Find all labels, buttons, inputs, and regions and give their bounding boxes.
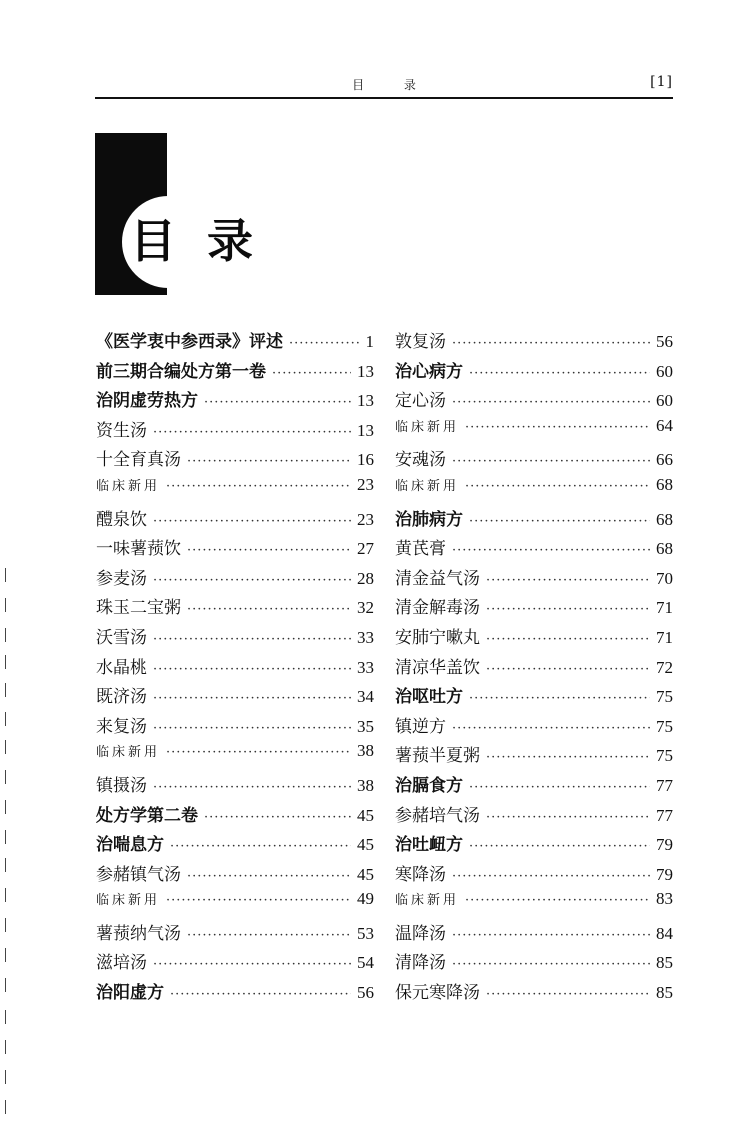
margin-mark (5, 830, 6, 844)
toc-entry-page: 75 (656, 716, 673, 736)
toc-entry-page: 71 (656, 598, 673, 618)
toc-entry-title: 敦复汤 (395, 332, 446, 352)
toc-entry-title: 治肺病方 (395, 509, 463, 530)
toc-entry-page: 28 (357, 568, 374, 588)
toc-entry (395, 712, 673, 742)
margin-mark (5, 655, 6, 669)
toc-leader-dots (153, 780, 351, 795)
toc-leader-dots (452, 928, 650, 943)
toc-entry (96, 593, 374, 623)
toc-entry-title: 治膈食方 (395, 775, 463, 796)
toc-leader-dots (486, 573, 650, 588)
margin-mark (5, 683, 6, 697)
toc-entry-page: 35 (357, 716, 374, 736)
toc-entry (96, 948, 374, 978)
toc-entry (96, 564, 374, 594)
toc-entry-title: 治心病方 (395, 361, 463, 382)
toc-entry (395, 860, 673, 890)
toc-entry-title: 资生汤 (96, 420, 147, 441)
margin-mark (5, 858, 6, 872)
toc-leader-dots (469, 780, 650, 795)
toc-entry (96, 623, 374, 653)
toc-leader-dots (153, 425, 351, 440)
toc-leader-dots (187, 928, 351, 943)
toc-leader-dots (486, 632, 650, 647)
margin-mark (5, 948, 6, 962)
toc-entry-title: 参赭培气汤 (395, 805, 480, 826)
toc-entry-title: 临床新用 (96, 478, 161, 494)
toc-entry (96, 416, 374, 446)
toc-leader-dots (187, 454, 351, 469)
toc-leader-dots (486, 810, 650, 825)
toc-leader-dots (486, 750, 650, 765)
toc-entry-title: 前三期合编处方第一卷 (96, 361, 266, 382)
toc-entry (395, 948, 673, 978)
toc-entry (96, 475, 374, 505)
toc-entry (96, 889, 374, 919)
toc-entry (96, 534, 374, 564)
toc-entry (96, 653, 374, 683)
toc-entry-title: 薯蓣纳气汤 (96, 923, 181, 944)
toc-entry-page: 13 (357, 391, 374, 411)
margin-mark (5, 800, 6, 814)
section-title-char-1: 目 (130, 214, 176, 268)
toc-entry-page: 83 (656, 889, 673, 909)
toc-entry-title: 临床新用 (96, 893, 161, 909)
margin-mark (5, 918, 6, 932)
toc-entry (395, 475, 673, 505)
toc-entry-title: 清金解毒汤 (395, 598, 480, 619)
toc-entry-title: 十全育真汤 (96, 450, 181, 471)
toc-entry-page: 53 (357, 923, 374, 943)
toc-entry-title: 临床新用 (395, 478, 460, 494)
toc-leader-dots (166, 745, 351, 760)
toc-entry (395, 889, 673, 919)
toc-entry (96, 712, 374, 742)
toc-entry-title: 寒降汤 (395, 864, 446, 885)
toc-entry-page: 49 (357, 889, 374, 909)
toc-entry-title: 黄芪膏 (395, 539, 446, 560)
toc-leader-dots (469, 691, 650, 706)
toc-entry-page: 16 (357, 450, 374, 470)
toc-entry-page: 77 (656, 805, 673, 825)
toc-entry-title: 一味薯蓣饮 (96, 539, 181, 560)
toc-entry-page: 85 (656, 983, 673, 1003)
toc-entry (395, 682, 673, 712)
toc-entry-page: 27 (357, 539, 374, 559)
toc-leader-dots (153, 573, 351, 588)
toc-entry (395, 771, 673, 801)
toc-entry-title: 清降汤 (395, 953, 446, 974)
toc-entry-title: 参麦汤 (96, 568, 147, 589)
toc-leader-dots (469, 839, 650, 854)
toc-entry (395, 505, 673, 535)
toc-entry-title: 安肺宁嗽丸 (395, 627, 480, 648)
toc-entry (395, 919, 673, 949)
toc-entry (395, 593, 673, 623)
toc-entry-title: 《医学衷中参西录》评述 (96, 332, 283, 352)
toc-leader-dots (166, 479, 351, 494)
toc-entry-title: 清凉华盖饮 (395, 657, 480, 678)
toc-entry-page: 77 (656, 775, 673, 795)
toc-entry (395, 830, 673, 860)
toc-entry-title: 治呕吐方 (395, 687, 463, 708)
toc-entry-title: 安魂汤 (395, 450, 446, 471)
toc-leader-dots (465, 420, 650, 435)
toc-leader-dots (166, 893, 351, 908)
margin-mark (5, 712, 6, 726)
toc-leader-dots (452, 543, 650, 558)
margin-mark (5, 628, 6, 642)
toc-leader-dots (153, 662, 351, 677)
toc-entry (96, 978, 374, 1008)
toc-entry-page: 32 (357, 598, 374, 618)
toc-entry-title: 临床新用 (395, 419, 460, 435)
toc-entry (96, 505, 374, 535)
toc-leader-dots (452, 395, 650, 410)
toc-entry-page: 70 (656, 568, 673, 588)
toc-entry-page: 68 (656, 474, 673, 494)
toc-leader-dots (465, 479, 650, 494)
toc-leader-dots (452, 336, 650, 351)
toc-leader-dots (153, 691, 351, 706)
toc-entry-page: 23 (357, 509, 374, 529)
toc-entry-title: 参赭镇气汤 (96, 864, 181, 885)
toc-entry (395, 623, 673, 653)
toc-entry-title: 沃雪汤 (96, 627, 147, 648)
toc-entry-title: 水晶桃 (96, 657, 147, 678)
toc-entry (96, 327, 374, 357)
toc-entry-title: 治喘息方 (96, 835, 164, 856)
toc-entry (96, 357, 374, 387)
toc-entry-page: 1 (365, 332, 374, 351)
toc-entry-page: 79 (656, 864, 673, 884)
toc-entry (395, 564, 673, 594)
toc-entry-page: 23 (357, 474, 374, 494)
toc-leader-dots (153, 632, 351, 647)
toc-entry-page: 33 (357, 657, 374, 677)
header-rule (95, 97, 673, 99)
toc-entry-page: 45 (357, 805, 374, 825)
toc-leader-dots (204, 810, 351, 825)
toc-entry-title: 清金益气汤 (395, 568, 480, 589)
running-header-page-number: [1] (650, 74, 673, 90)
toc-entry-page: 38 (357, 775, 374, 795)
toc-entry-title: 滋培汤 (96, 953, 147, 974)
toc-entry-page: 45 (357, 835, 374, 855)
toc-entry-title: 保元寒降汤 (395, 983, 480, 1004)
toc-entry-title: 治阴虚劳热方 (96, 391, 198, 412)
margin-mark (5, 978, 6, 992)
toc-entry-page: 38 (357, 741, 374, 761)
running-header (95, 72, 673, 98)
toc-leader-dots (486, 987, 650, 1002)
toc-entry (395, 741, 673, 771)
toc-leader-dots (187, 869, 351, 884)
toc-entry-page: 72 (656, 657, 673, 677)
toc-entry (395, 445, 673, 475)
toc-leader-dots (204, 395, 351, 410)
toc-entry (96, 860, 374, 890)
toc-entry-title: 处方学第二卷 (96, 805, 198, 826)
toc-entry (96, 386, 374, 416)
toc-entry-page: 84 (656, 923, 673, 943)
toc-entry-title: 醴泉饮 (96, 509, 147, 530)
toc-entry (395, 653, 673, 683)
toc-left-column (96, 327, 374, 1008)
margin-mark (5, 1070, 6, 1084)
toc-entry-page: 85 (656, 953, 673, 973)
toc-leader-dots (153, 721, 351, 736)
toc-leader-dots (452, 454, 650, 469)
toc-entry-page: 34 (357, 687, 374, 707)
toc-entry-title: 镇摄汤 (96, 775, 147, 796)
toc-entry-title: 治吐衄方 (395, 835, 463, 856)
margin-mark (5, 770, 6, 784)
toc-entry-page: 75 (656, 687, 673, 707)
toc-entry (395, 534, 673, 564)
toc-entry-page: 54 (357, 953, 374, 973)
toc-entry-title: 临床新用 (395, 893, 460, 909)
toc-right-column (395, 327, 673, 1008)
toc-leader-dots (465, 893, 650, 908)
toc-entry-title: 温降汤 (395, 923, 446, 944)
toc-entry (395, 801, 673, 831)
toc-leader-dots (469, 366, 650, 381)
margin-mark (5, 1100, 6, 1114)
toc-leader-dots (153, 514, 351, 529)
toc-entry-title: 定心汤 (395, 391, 446, 412)
toc-entry-title: 治阳虚方 (96, 983, 164, 1004)
toc-leader-dots (486, 662, 650, 677)
toc-entry (395, 327, 673, 357)
toc-entry (395, 357, 673, 387)
toc-entry-page: 56 (357, 983, 374, 1003)
toc-entry-title: 临床新用 (96, 745, 161, 761)
toc-entry (96, 445, 374, 475)
toc-leader-dots (486, 602, 650, 617)
toc-entry-page: 71 (656, 627, 673, 647)
toc-entry-page: 75 (656, 746, 673, 766)
toc-entry-page: 68 (656, 509, 673, 529)
toc-entry (96, 771, 374, 801)
toc-entry (96, 741, 374, 771)
toc-leader-dots (452, 869, 650, 884)
toc-leader-dots (272, 366, 351, 381)
running-header-title: 目 录 (352, 78, 434, 92)
toc-leader-dots (153, 957, 351, 972)
toc-entry-title: 来复汤 (96, 716, 147, 737)
toc-entry-page: 13 (357, 361, 374, 381)
toc-entry-title: 薯蓣半夏粥 (395, 746, 480, 767)
margin-mark (5, 598, 6, 612)
toc-entry (395, 978, 673, 1008)
toc-entry (96, 830, 374, 860)
toc-leader-dots (289, 336, 360, 351)
margin-mark (5, 888, 6, 902)
toc-entry-title: 镇逆方 (395, 716, 446, 737)
toc-entry-page: 68 (656, 539, 673, 559)
toc-entry-page: 79 (656, 835, 673, 855)
margin-mark (5, 1010, 6, 1024)
toc-leader-dots (469, 514, 650, 529)
toc-entry (96, 801, 374, 831)
section-title-char-2: 录 (207, 214, 253, 268)
toc-entry-page: 64 (656, 415, 673, 435)
toc-leader-dots (187, 602, 351, 617)
toc-leader-dots (452, 957, 650, 972)
toc-entry-title: 既济汤 (96, 687, 147, 708)
toc-entry-page: 66 (656, 450, 673, 470)
toc-leader-dots (452, 721, 650, 736)
toc-leader-dots (170, 987, 351, 1002)
toc-leader-dots (187, 543, 351, 558)
margin-mark (5, 740, 6, 754)
margin-mark (5, 1040, 6, 1054)
toc-entry (395, 416, 673, 446)
toc-entry-page: 13 (357, 420, 374, 440)
toc-entry-page: 56 (656, 332, 673, 351)
toc-entry-page: 60 (656, 361, 673, 381)
toc-entry-page: 60 (656, 391, 673, 411)
toc-entry (395, 386, 673, 416)
toc-entry (96, 919, 374, 949)
toc-entry-page: 33 (357, 627, 374, 647)
toc-leader-dots (170, 839, 351, 854)
toc-entry-title: 珠玉二宝粥 (96, 598, 181, 619)
toc-entry-page: 45 (357, 864, 374, 884)
toc-entry (96, 682, 374, 712)
margin-mark (5, 568, 6, 582)
